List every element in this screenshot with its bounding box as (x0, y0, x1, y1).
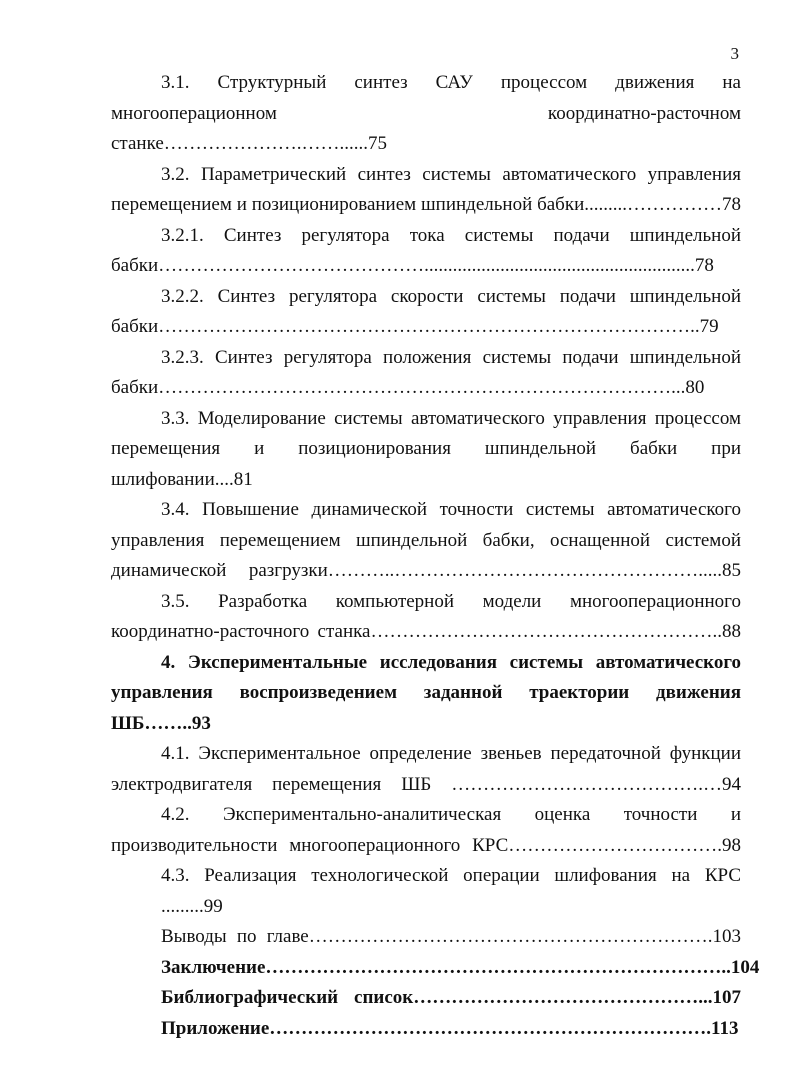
toc-entry-line: 3.2.2. Синтез регулятора скорости системы подачи шпиндельной (161, 285, 741, 307)
toc-entry-line: Приложение…………………………………………………………….113 (161, 1017, 739, 1039)
toc-entry-line: 4.2. Экспериментально-аналитическая оценка точности и (161, 804, 741, 825)
toc-entry-line: Библиографический список………………………………………...107 (161, 987, 741, 1008)
toc-entry-3-2 (111, 160, 741, 221)
toc-entry-line: перемещением и позиционированием шпиндельной бабки.........……………78 (111, 194, 741, 215)
toc-entry-line: динамической разгрузки………..………………………………………….....85 (111, 560, 741, 581)
toc-entry-line: 3.1. Структурный синтез САУ процессом движения на (161, 72, 741, 93)
toc-entry-3-4 (111, 495, 741, 587)
toc-entry-line: 4.3. Реализация технологической операции шлифования на КРС .........99 (161, 865, 741, 917)
toc-entry-line: 4. Экспериментальные исследования системы автоматического (161, 651, 741, 673)
toc-entry-3-2-3 (111, 343, 741, 404)
toc-entry-line: производительности многооперационного КРС…………………………….98 (111, 834, 741, 856)
toc-entry-line: перемещения и позиционирования шпиндельной бабки при шлифовании....81 (111, 438, 741, 490)
toc-entry-3-3 (111, 404, 741, 496)
toc-entry-bibliography (111, 983, 741, 1014)
toc-entry-line: 3.4. Повышение динамической точности системы автоматического (161, 499, 741, 520)
toc-entry-3-1 (111, 68, 741, 160)
toc-entry-line: 3.2.1. Синтез регулятора тока системы подачи шпиндельной (161, 224, 741, 246)
toc-entry-line: многооперационном координатно-расточном станке………………….……......75 (111, 102, 741, 154)
toc-entry-line: Заключение………………………………………………………………..104 (161, 956, 760, 978)
toc-entry-3-2-2 (111, 282, 741, 343)
toc-entry-4-1 (111, 739, 741, 800)
toc-entry-line: управления перемещением шпиндельной бабки, оснащенной системой (111, 529, 741, 551)
toc-entry-line: бабки………………………………………………………………………...80 (111, 377, 705, 398)
toc-entry-3-2-1 (111, 221, 741, 282)
toc-entry-line: 3.2. Параметрический синтез системы автоматического управления (161, 163, 741, 185)
toc-entry-line: электродвигателя перемещения ШБ ………………………………….…94 (111, 773, 741, 795)
toc-entry-line: Выводы по главе……………………………………………………….103 (161, 926, 741, 947)
toc-entry-line: координатно-расточного станка………………………………………………..88 (111, 621, 741, 642)
toc-entry-3-5 (111, 587, 741, 648)
toc-entry-conclusions (111, 922, 741, 953)
toc-entry-line: бабки…………………………………………………………………………..79 (111, 316, 719, 337)
page-number: 3 (730, 44, 739, 63)
toc-entry-line: управления воспроизведением заданной траектории движения ШБ……..93 (111, 682, 741, 734)
toc-entry-line: 4.1. Экспериментальное определение звеньев передаточной функции (161, 743, 741, 764)
toc-entry-4 (111, 648, 741, 740)
toc-entry-appendix (111, 1014, 741, 1045)
toc-entry-line: 3.5. Разработка компьютерной модели многооперационного (161, 590, 741, 612)
toc-entry-4-3 (111, 861, 741, 922)
toc-entry-line: 3.2.3. Синтез регулятора положения системы подачи шпиндельной (161, 346, 741, 368)
toc-entry-line: бабки…………………………………….........................................................78 (111, 255, 714, 276)
toc-entry-4-2 (111, 800, 741, 861)
table-of-contents (111, 68, 760, 1044)
toc-entry-line: 3.3. Моделирование системы автоматического управления процессом (161, 407, 741, 429)
toc-entry-conclusion (111, 953, 760, 984)
